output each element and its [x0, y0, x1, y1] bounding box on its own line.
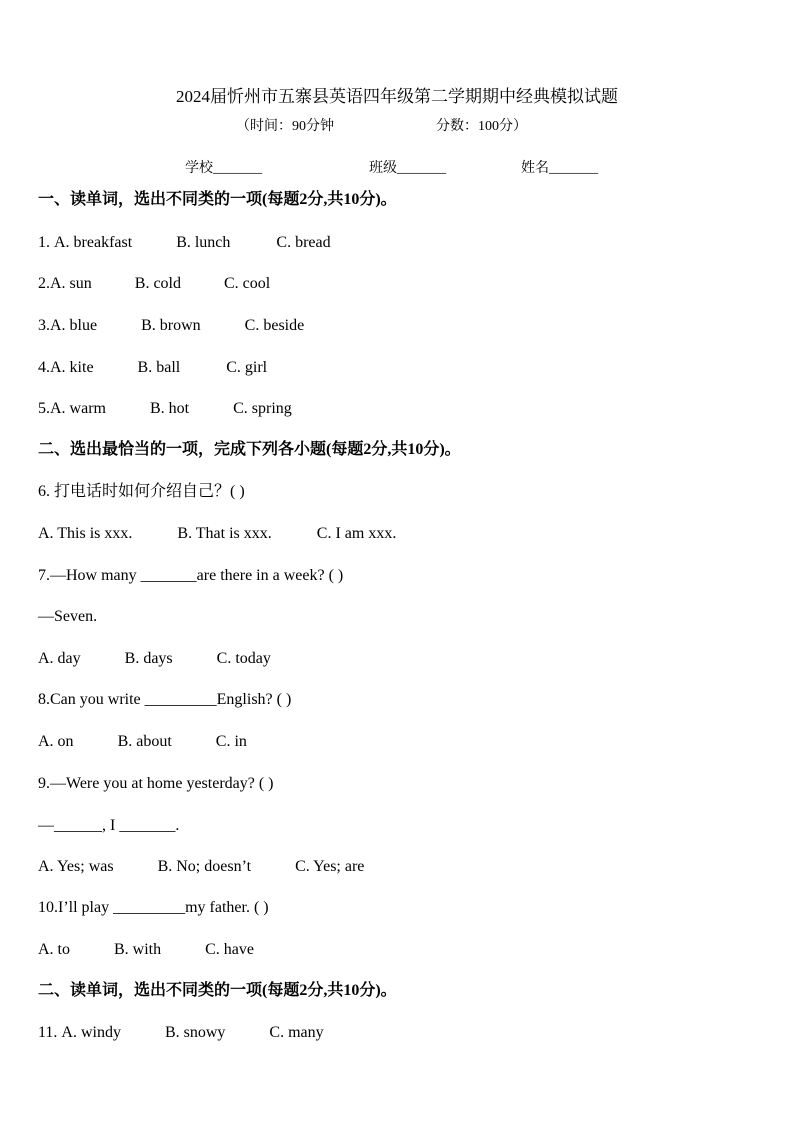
question-2: [38, 273, 270, 295]
school-label: 学校: [185, 161, 213, 176]
question-7-reply: —Seven.: [38, 608, 98, 625]
q5-option-c: C. spring: [233, 400, 292, 417]
q11-option-a: A. windy: [61, 1024, 121, 1041]
q10-option-a: A. to: [38, 941, 70, 958]
question-6-options: [38, 523, 396, 545]
question-5: [38, 398, 292, 420]
section-3-heading: 二、读单词，选出不同类的一项(每题2分,共10分)。: [38, 982, 397, 999]
q9-option-c: C. Yes; are: [295, 858, 365, 875]
q3-option-b: B. brown: [141, 317, 201, 334]
section-2-heading: 二、选出最恰当的一项，完成下列各小题(每题2分,共10分)。: [38, 441, 461, 458]
class-field: [369, 159, 446, 179]
exam-subtitle: [236, 117, 527, 137]
question-7-options: [38, 648, 271, 670]
school-blank: _______: [213, 161, 262, 176]
q8-stem-start: 8.Can you write: [38, 691, 145, 708]
class-blank: _______: [397, 161, 446, 176]
q9-option-a: A. Yes; was: [38, 858, 114, 875]
q8-stem-end: English? ( ): [216, 691, 292, 708]
q10-option-c: C. have: [205, 941, 254, 958]
q1-number: 1.: [38, 234, 50, 251]
question-3: [38, 315, 304, 337]
q8-blank: _________: [144, 691, 217, 708]
q6-option-a: A. This is xxx.: [38, 525, 133, 542]
q4-option-c: C. girl: [226, 359, 268, 376]
question-9-reply: —______, I _______.: [38, 817, 180, 834]
question-10: [38, 897, 269, 919]
q7-option-a: A. day: [38, 650, 81, 667]
q4-number: 4.: [38, 359, 50, 376]
q6-option-b: B. That is xxx.: [177, 525, 272, 542]
question-9: [38, 773, 274, 795]
question-6: [38, 481, 245, 503]
question-1: [38, 232, 331, 254]
q3-option-a: A. blue: [50, 317, 98, 334]
q4-option-b: B. ball: [137, 359, 181, 376]
exam-title: 2024届忻州市五寨县英语四年级第二学期期中经典模拟试题: [176, 87, 618, 106]
q1-option-b: B. lunch: [176, 234, 231, 251]
q2-number: 2.: [38, 275, 50, 292]
question-8: [38, 689, 291, 711]
q7-stem-start: 7.—How many: [38, 567, 141, 584]
time-info: （时间：90分钟: [236, 119, 334, 134]
question-9-options: [38, 856, 364, 878]
q11-option-c: C. many: [269, 1024, 324, 1041]
name-field: [521, 159, 598, 179]
q5-number: 5.: [38, 400, 50, 417]
q6-stem: 6. 打电话时如何介绍自己？( ): [38, 483, 245, 500]
q3-option-c: C. beside: [244, 317, 305, 334]
name-label: 姓名: [521, 161, 549, 176]
q5-option-a: A. warm: [50, 400, 106, 417]
q8-option-b: B. about: [117, 733, 172, 750]
q10-blank: _________: [113, 899, 186, 916]
q6-option-c: C. I am xxx.: [316, 525, 397, 542]
question-10-options: [38, 939, 254, 961]
q7-stem-end: are there in a week? ( ): [196, 567, 344, 584]
question-4: [38, 357, 267, 379]
q8-option-c: C. in: [215, 733, 247, 750]
q7-option-b: B. days: [124, 650, 173, 667]
section-1-heading: 一、读单词，选出不同类的一项(每题2分,共10分)。: [38, 191, 397, 208]
q10-stem-end: my father. ( ): [185, 899, 269, 916]
q9-option-b: B. No; doesn’t: [157, 858, 252, 875]
q9-stem: 9.—Were you at home yesterday? ( ): [38, 775, 274, 792]
question-8-options: [38, 731, 247, 753]
score-info: 分数：100分）: [436, 119, 527, 134]
q11-option-b: B. snowy: [164, 1024, 226, 1041]
q7-blank: _______: [140, 567, 197, 584]
q10-stem-start: 10.I’ll play: [38, 899, 114, 916]
q5-option-b: B. hot: [149, 400, 190, 417]
q8-option-a: A. on: [38, 733, 74, 750]
school-field: [185, 159, 262, 179]
name-blank: _______: [549, 161, 598, 176]
q2-option-c: C. cool: [224, 275, 271, 292]
q10-option-b: B. with: [114, 941, 162, 958]
q4-option-a: A. kite: [50, 359, 94, 376]
question-11: [38, 1022, 324, 1044]
question-7: [38, 565, 343, 587]
q7-option-c: C. today: [216, 650, 271, 667]
q1-option-c: C. bread: [276, 234, 331, 251]
q1-option-a: A. breakfast: [54, 234, 133, 251]
q11-number: 11.: [38, 1024, 58, 1041]
q2-option-a: A. sun: [50, 275, 92, 292]
q2-option-b: B. cold: [134, 275, 181, 292]
q3-number: 3.: [38, 317, 50, 334]
class-label: 班级: [369, 161, 397, 176]
